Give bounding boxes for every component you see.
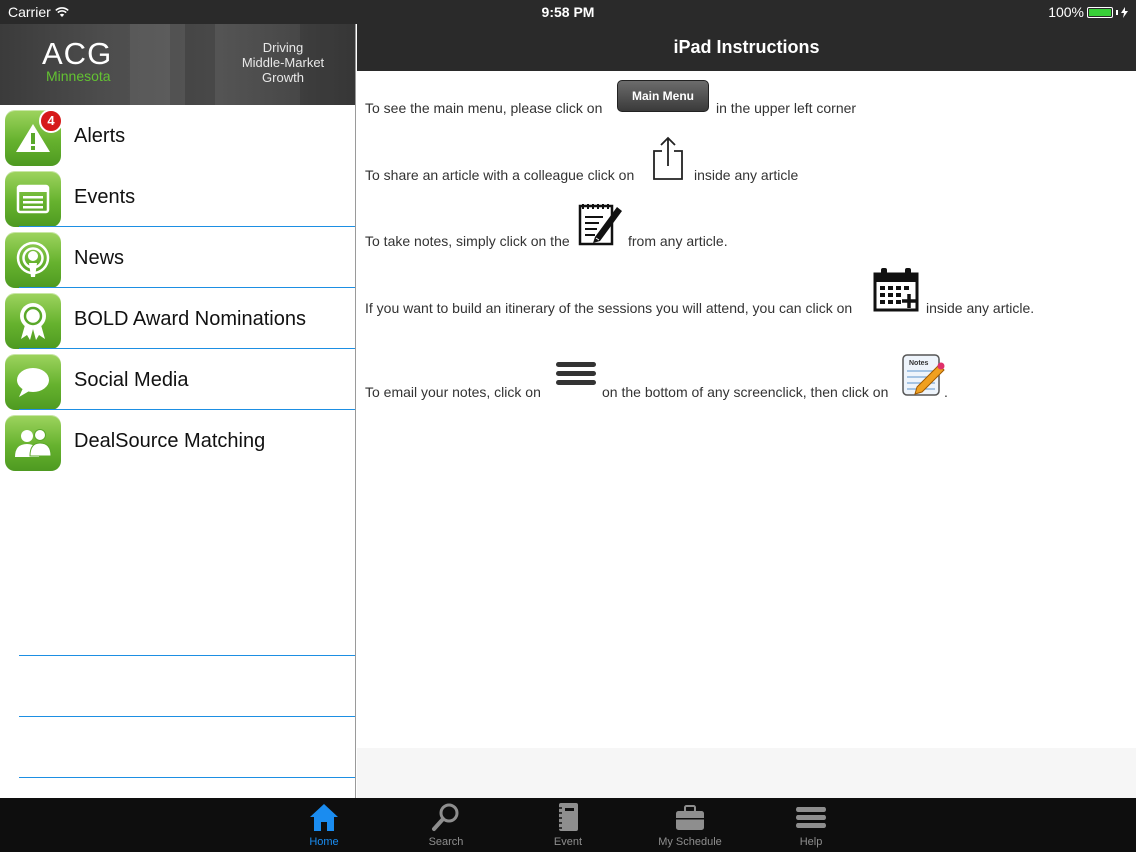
search-icon [431, 802, 461, 832]
notes-pad-icon [901, 353, 947, 397]
main-menu-button[interactable]: Main Menu [617, 80, 709, 112]
instruction-share-suffix: inside any article [694, 167, 799, 183]
tab-help[interactable]: Help [766, 798, 856, 852]
calendar-list-icon [5, 171, 61, 227]
carrier-label: Carrier [8, 4, 51, 20]
instruction-share: To share an article with a colleague click on [365, 167, 635, 183]
charging-icon [1121, 7, 1128, 18]
sidebar-item-bold-award[interactable] [0, 288, 355, 349]
acg-region: Minnesota [46, 68, 111, 84]
instruction-email: To email your notes, click on [365, 384, 541, 400]
sidebar-item-label: Social Media [74, 369, 189, 391]
alerts-count-badge: 4 [39, 109, 63, 133]
instruction-main-menu: To see the main menu, please click on [365, 100, 603, 116]
home-icon [309, 802, 339, 832]
instructions-content [357, 71, 1136, 748]
sidebar-item-dealsource[interactable] [0, 410, 355, 471]
sidebar-item-label: Alerts [74, 125, 126, 147]
calendar-add-icon [873, 267, 919, 313]
sidebar-item-label: BOLD Award Nominations [74, 308, 306, 330]
sidebar-menu [0, 24, 356, 798]
sidebar-item-alerts[interactable] [0, 105, 355, 166]
instruction-notes-suffix: from any article. [628, 233, 728, 249]
svg-text:Notes: Notes [909, 360, 929, 367]
tab-bar [0, 798, 1136, 852]
battery-indicator [1048, 4, 1128, 20]
briefcase-icon [675, 802, 705, 832]
row-divider [19, 777, 355, 778]
tab-home[interactable]: Home [279, 798, 369, 852]
notes-edit-icon [577, 201, 625, 247]
instruction-itinerary: If you want to build an itinerary of the sessions you will attend, you can click on [365, 300, 853, 316]
clock: 9:58 PM [541, 4, 595, 20]
people-icon [5, 415, 61, 471]
sidebar-item-social-media[interactable] [0, 349, 355, 410]
notebook-icon [553, 802, 583, 832]
tab-search[interactable]: Search [401, 798, 491, 852]
menu-icon [796, 802, 826, 832]
sidebar-item-news[interactable] [0, 227, 355, 288]
status-bar [0, 0, 1136, 24]
sidebar-item-label: Events [74, 186, 136, 208]
acg-logo: ACG [42, 36, 113, 71]
award-icon [5, 293, 61, 349]
content-footer-area [357, 748, 1136, 798]
instruction-itinerary-suffix: inside any article. [926, 300, 1035, 316]
instruction-email-middle: on the bottom of any screenclick, then click on [602, 384, 889, 400]
sidebar-item-label: News [74, 247, 125, 269]
battery-percent: 100% [1048, 4, 1084, 20]
acg-banner [0, 24, 355, 105]
instruction-notes: To take notes, simply click on the [365, 233, 570, 249]
sidebar-item-label: DealSource Matching [74, 430, 266, 452]
row-divider [19, 655, 355, 656]
row-divider [19, 716, 355, 717]
sidebar-item-events[interactable] [0, 166, 355, 227]
battery-icon [1087, 7, 1113, 18]
page-title: iPad Instructions [357, 24, 1136, 71]
instruction-main-menu-suffix: in the upper left corner [716, 100, 857, 116]
tab-my-schedule[interactable]: My Schedule [645, 798, 735, 852]
instruction-email-suffix: . [944, 384, 948, 400]
banner-tagline: Driving Middle-Market Growth [241, 40, 325, 85]
podcast-icon [5, 232, 61, 288]
share-icon [651, 135, 685, 181]
menu-icon [556, 362, 596, 386]
tab-event[interactable]: Event [523, 798, 613, 852]
speech-bubble-icon [5, 354, 61, 410]
